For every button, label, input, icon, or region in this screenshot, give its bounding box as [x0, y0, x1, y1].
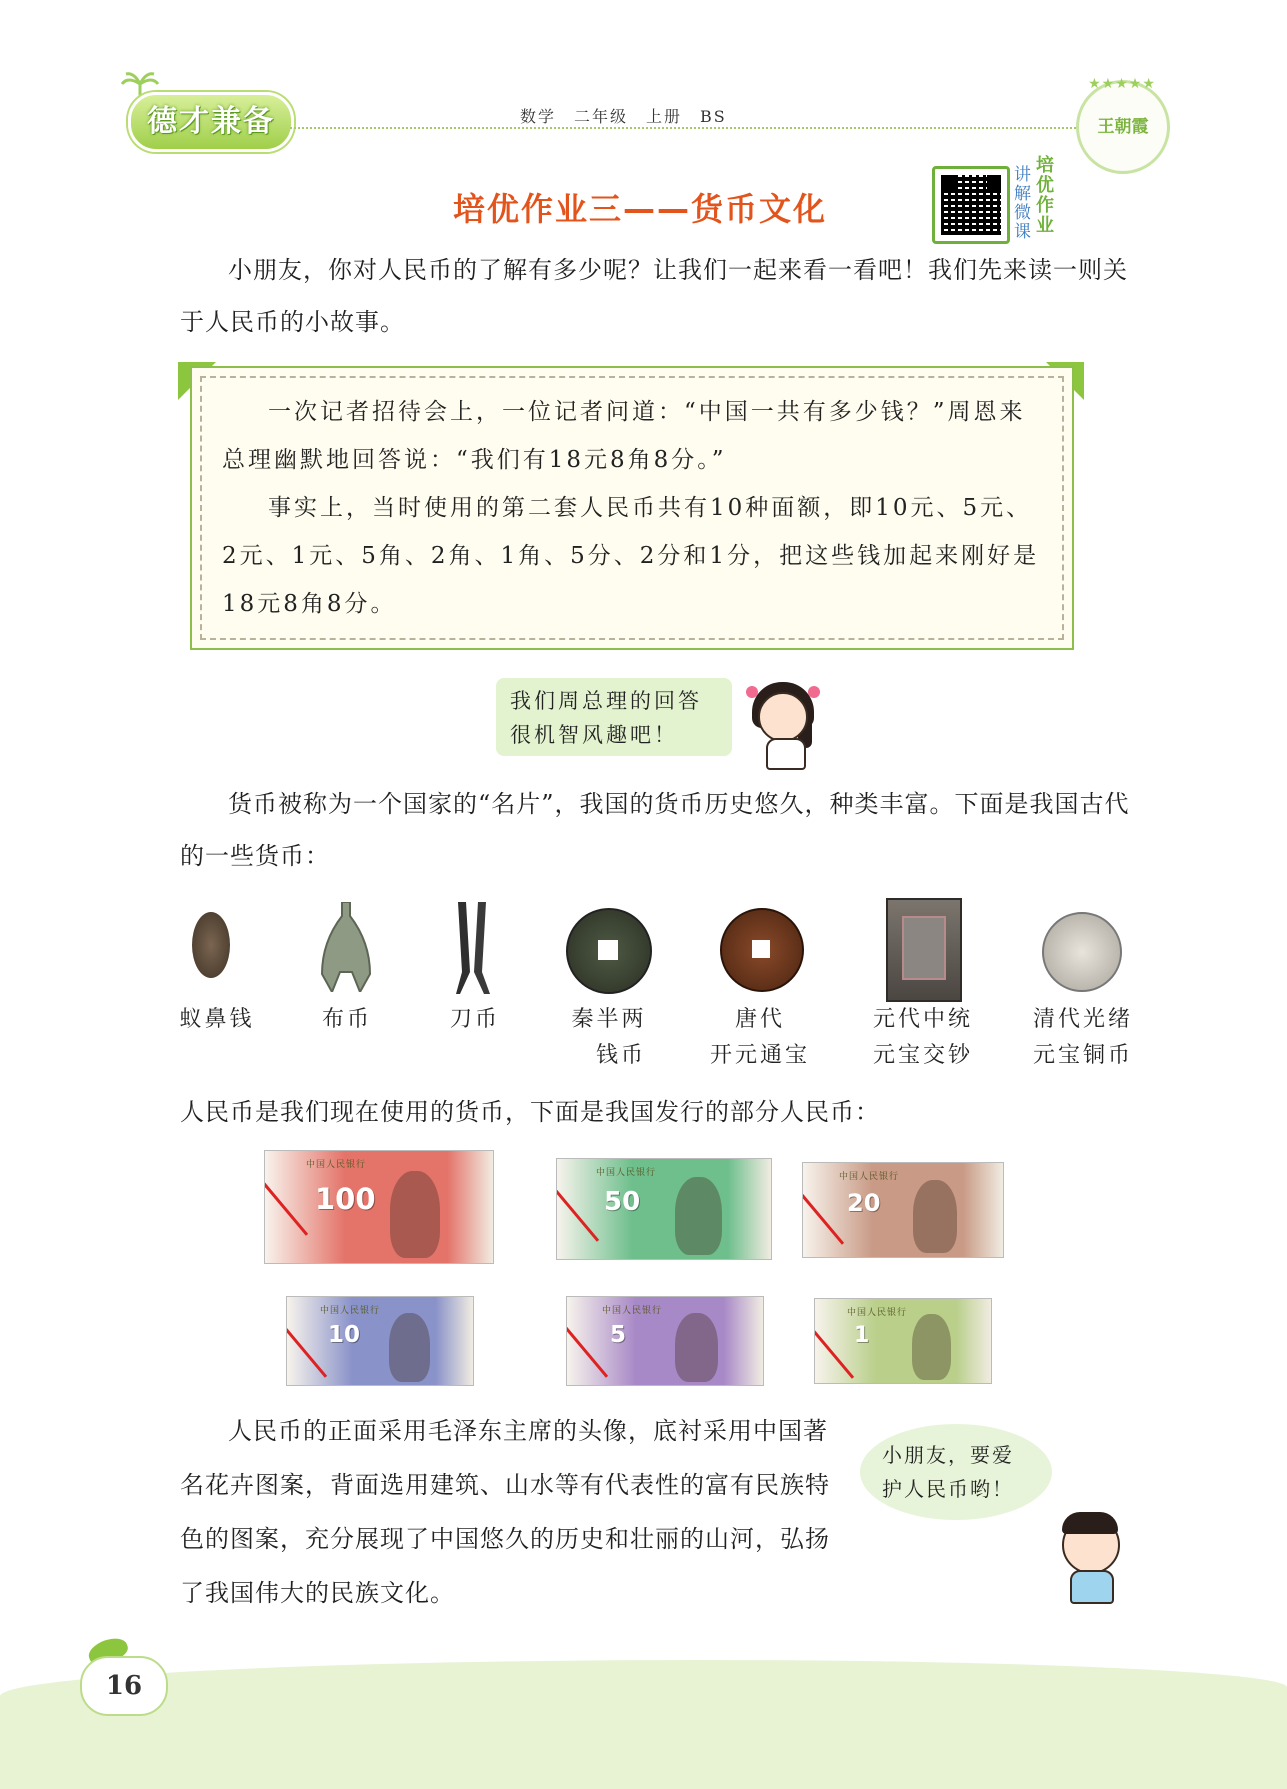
story-paragraph-1: 一次记者招待会上，一位记者问道：“中国一共有多少钱？”周恩来总理幽默地回答说：“我们有18元8角8分。”	[222, 399, 1026, 473]
coin-label-5: 唐代 开元通宝	[709, 1007, 810, 1068]
page-title: 培优作业三——货币文化	[452, 190, 827, 228]
volume-label: 上册	[646, 107, 683, 126]
coin-label-4: 秦半两 钱币	[571, 1007, 647, 1068]
kaiyuan-tongbao-coin-image	[720, 908, 804, 992]
boy-speech-bubble: 小朋友，要爱护人民币哟！	[860, 1424, 1052, 1520]
story-box	[190, 366, 1074, 650]
banknote-value: 100	[315, 1182, 376, 1216]
series-logo: 德才兼备	[128, 92, 294, 152]
banknote-value: 10	[328, 1322, 361, 1348]
portrait-icon	[390, 1171, 440, 1258]
book-info	[520, 104, 745, 127]
coin-label-7: 清代光绪 元宝铜币	[1032, 1007, 1133, 1068]
spade-coin-image	[320, 902, 372, 992]
story-paragraph-2: 事实上，当时使用的第二套人民币共有10种面额，即10元、5元、2元、1元、5角、2角、1角、5分、2分和1分，把这些钱加起来刚好是18元8角8分。	[222, 495, 1040, 617]
banknote-bank-name: 中国人民银行	[602, 1306, 663, 1316]
banknote-bank-name: 中国人民银行	[596, 1168, 657, 1178]
banknote-bank-name: 中国人民银行	[839, 1172, 900, 1182]
banknote-10	[286, 1296, 474, 1386]
security-stripe	[802, 1189, 844, 1245]
yuan-banknote-image	[886, 898, 962, 1002]
banknote-20	[802, 1162, 1004, 1258]
homework-label: 培优作业	[1036, 155, 1054, 236]
grade-label: 二年级	[574, 107, 629, 126]
security-stripe	[286, 1322, 327, 1378]
knife-coin-image	[450, 902, 496, 994]
guangxu-copper-coin-image	[1042, 912, 1122, 992]
qr-code-icon[interactable]	[932, 166, 1010, 244]
banknote-5	[566, 1296, 764, 1386]
coin-label-3: 刀币	[449, 1007, 500, 1032]
banknote-bank-name: 中国人民银行	[320, 1306, 381, 1316]
banknote-value: 1	[854, 1323, 870, 1348]
badge-name: 王朝霞	[1097, 117, 1149, 137]
footer-background	[0, 1660, 1287, 1789]
banknote-bank-name: 中国人民银行	[306, 1160, 367, 1170]
portrait-icon	[389, 1313, 430, 1382]
edition-label: BS	[700, 107, 727, 126]
banknote-bank-name: 中国人民银行	[847, 1308, 908, 1318]
coin-label-2: 布币	[321, 1007, 372, 1032]
banknote-1	[814, 1298, 992, 1384]
security-stripe	[556, 1186, 599, 1242]
closing-paragraph: 人民币的正面采用毛泽东主席的头像，底衬采用中国著名花卉图案，背面选用建筑、山水等有代表性的富有民族特色的图案，充分展现了中国悠久的历史和壮丽的山河，弘扬了我国伟大的民族文化。	[180, 1417, 830, 1607]
subject-label: 数学	[520, 107, 557, 126]
banknote-100	[264, 1150, 494, 1264]
boy-avatar	[1052, 1506, 1132, 1602]
banknote-value: 50	[604, 1187, 641, 1217]
micro-lesson-label: 讲解微课	[1014, 165, 1031, 242]
portrait-icon	[675, 1313, 718, 1382]
girl-speech-bubble: 我们周总理的回答很机智风趣吧！	[496, 678, 732, 756]
banknote-50	[556, 1158, 772, 1260]
badge-stars-icon: ★★★★★	[1088, 76, 1156, 92]
girl-avatar	[738, 676, 828, 766]
page-number: 16	[80, 1656, 168, 1716]
portrait-icon	[675, 1177, 722, 1255]
ant-nose-coin-image	[192, 912, 230, 978]
portrait-icon	[913, 1180, 957, 1253]
history-paragraph: 货币被称为一个国家的“名片”，我国的货币历史悠久，种类丰富。下面是我国古代的一些货币：	[180, 790, 1130, 870]
rmb-intro: 人民币是我们现在使用的货币，下面是我国发行的部分人民币：	[180, 1098, 880, 1126]
security-stripe	[566, 1322, 608, 1378]
portrait-icon	[912, 1314, 951, 1380]
qin-banliang-coin-image	[566, 908, 652, 994]
coin-label-1: 蚁鼻钱	[179, 1007, 255, 1032]
intro-paragraph: 小朋友，你对人民币的了解有多少呢？让我们一起来看一看吧！我们先来读一则关于人民币的小故事。	[180, 256, 1128, 336]
banknote-value: 20	[847, 1189, 881, 1217]
header-divider	[290, 127, 1080, 129]
banknote-value: 5	[610, 1322, 627, 1348]
coin-label-6: 元代中统 元宝交钞	[872, 1007, 973, 1068]
security-stripe	[264, 1180, 308, 1236]
security-stripe	[814, 1323, 854, 1379]
